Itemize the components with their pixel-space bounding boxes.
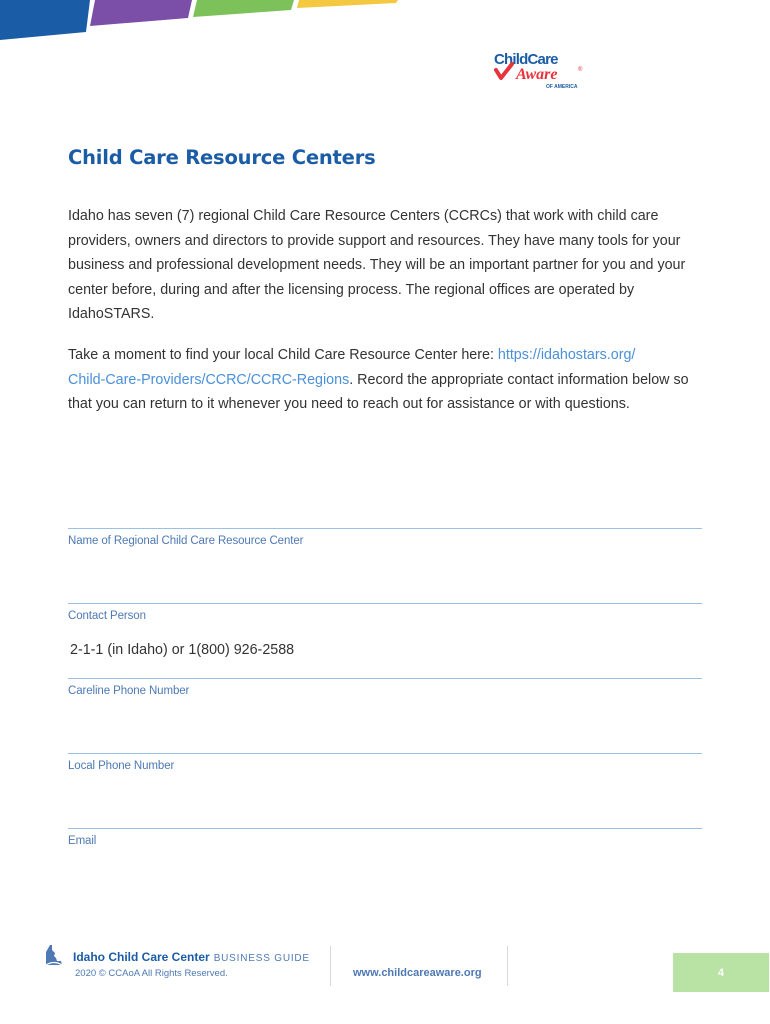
idaho-state-icon [44,944,64,966]
field-line-email [68,828,702,829]
logo-sub: OF AMERICA [546,84,578,90]
page-title: Child Care Resource Centers [68,146,376,169]
instruction-text-before: Take a moment to find your local Child Care Resource Center here: [68,347,498,363]
stripe-purple [90,0,192,26]
field-label-center-name: Name of Regional Child Care Resource Center [68,535,304,547]
stripe-yellow [297,0,398,8]
footer-brand-title: Idaho Child Care Center [73,950,210,964]
field-line-careline-phone [68,678,702,679]
page-number-badge [673,953,769,992]
field-value-contact-person[interactable]: 2-1-1 (in Idaho) or 1(800) 926-2588 [70,642,295,658]
field-label-contact-person: Contact Person [68,610,146,622]
field-label-careline-phone: Careline Phone Number [68,685,190,697]
instruction-text-after: . Record the appropriate contact information below so that you can return to it whenever you need to reach out for assistance or with questions. [68,371,689,412]
childcare-aware-logo [492,48,592,92]
footer-brand [73,948,310,966]
field-label-local-phone: Local Phone Number [68,760,175,772]
stripe-blue [0,0,90,40]
instruction-paragraph [68,343,708,417]
intro-paragraph: Idaho has seven (7) regional Child Care Resource Centers (CCRCs) that work with child care providers, owners and directors to provide support and resources. They have many tools for your business and professional development needs. They will be an important partner for you and your center before, during and after the licensing process. The regional offices are operated by IdahoSTARS. [68,208,686,322]
field-line-contact-person [68,603,702,604]
footer-brand-subtitle: BUSINESS GUIDE [213,953,310,964]
header-color-stripes [0,0,770,40]
logo-registered: ® [578,67,583,73]
footer-website-link[interactable]: www.childcareaware.org [353,967,482,979]
field-line-center-name [68,528,702,529]
link-part-1[interactable]: https://idahostars.org/ [497,347,636,363]
footer-divider-left [330,946,331,986]
footer-copyright: 2020 © CCAoA All Rights Reserved. [75,968,228,979]
page-number: 4 [717,966,725,979]
link-part-2[interactable]: Child-Care-Providers/CCRC/CCRC-Regions [68,371,350,388]
field-label-email: Email [68,835,97,847]
logo-line2: Aware [516,66,558,83]
logo-line1: ChildCare [494,51,558,68]
stripe-green [193,0,294,17]
footer-divider-right [507,946,508,986]
field-line-local-phone [68,753,702,754]
